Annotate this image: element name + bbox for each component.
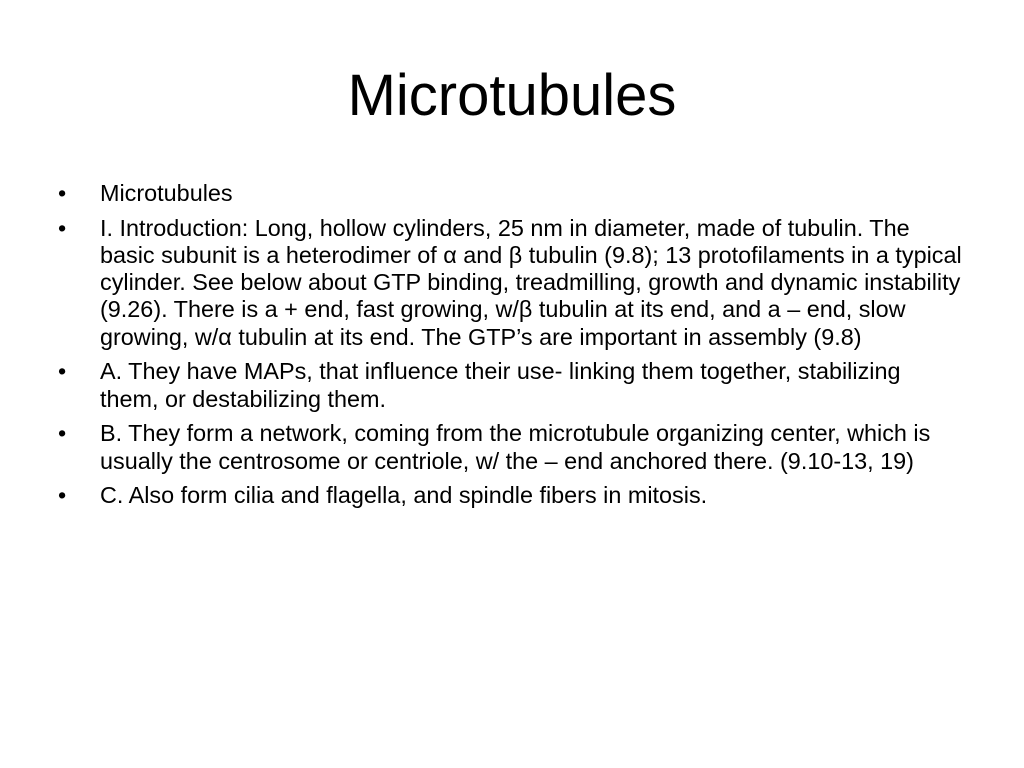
bullet-text: B. They form a network, coming from the microtubule organizing center, which is usually the centrosome or centriole, w/ the – end anchored there. (9.10-13, 19): [100, 420, 931, 474]
bullet-item-maps: [58, 358, 963, 412]
bullet-text: Microtubules: [100, 180, 233, 206]
bullet-text: C. Also form cilia and flagella, and spindle fibers in mitosis.: [100, 482, 708, 509]
bullet-icon: •: [58, 214, 67, 241]
bullet-icon: •: [58, 482, 67, 509]
slide-title: Microtubules: [347, 63, 677, 128]
bullet-item-microtubules: [58, 180, 963, 207]
bullet-item-network: [58, 420, 963, 474]
bullet-item-cilia: [58, 482, 963, 509]
bullet-text: I. Introduction: Long, hollow cylinders, 25 nm in diameter, made of tubulin. The basic subunit is a heterodimer of α and β tubulin (9.8); 13 protofilaments in a typical cylinder. See below about GTP binding, treadmilling, growth and dynamic instability (9.26). There is a + end, fast growing, w/β tubulin at its end, and a – end, slow growing, w/α tubulin at its end. The GTP’s are important in assembly (9.8): [100, 214, 962, 350]
bullet-icon: •: [58, 180, 67, 206]
bullet-list: [58, 180, 963, 517]
bullet-text: A. They have MAPs, that influence their use- linking them together, stabilizing them, or destabilizing them.: [100, 358, 901, 412]
bullet-item-introduction: [58, 215, 963, 351]
bullet-icon: •: [58, 358, 67, 385]
bullet-icon: •: [58, 420, 67, 447]
